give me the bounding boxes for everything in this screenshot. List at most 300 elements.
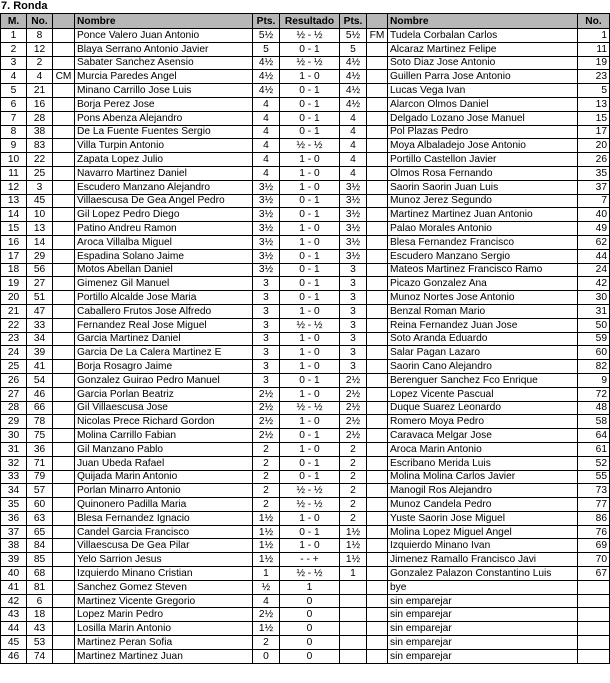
black-player-name: Munoz Nortes Jose Antonio xyxy=(388,291,578,305)
black-player-name: sin emparejar xyxy=(388,622,578,636)
white-player-name: Molina Carrillo Fabian xyxy=(75,429,253,443)
white-player-name: Sabater Sanchez Asensio xyxy=(75,56,253,70)
board-number: 24 xyxy=(1,346,27,360)
col-header-black-name: Nombre xyxy=(388,14,578,29)
black-player-points: 3½ xyxy=(340,180,367,194)
white-player-points: 3 xyxy=(253,318,280,332)
board-number: 5 xyxy=(1,84,27,98)
white-player-points: 3 xyxy=(253,373,280,387)
white-player-name: Aroca Villalba Miguel xyxy=(75,235,253,249)
black-player-points: 3½ xyxy=(340,235,367,249)
black-player-name: Palao Morales Antonio xyxy=(388,222,578,236)
game-result: 0 - 1 xyxy=(280,84,340,98)
black-player-number: 15 xyxy=(578,111,610,125)
black-player-title xyxy=(367,636,388,650)
white-player-number: 84 xyxy=(27,539,53,553)
white-player-name: Gil Manzano Pablo xyxy=(75,442,253,456)
table-row xyxy=(1,401,610,415)
white-player-number: 27 xyxy=(27,277,53,291)
game-result: - - + xyxy=(280,553,340,567)
black-player-title xyxy=(367,166,388,180)
white-player-name: Ponce Valero Juan Antonio xyxy=(75,29,253,43)
black-player-name: Soto Diaz Jose Antonio xyxy=(388,56,578,70)
white-player-title xyxy=(53,649,75,663)
white-player-number: 36 xyxy=(27,442,53,456)
white-player-points: 0 xyxy=(253,649,280,663)
white-player-points: 2½ xyxy=(253,387,280,401)
white-player-name: Gonzalez Guirao Pedro Manuel xyxy=(75,373,253,387)
table-row xyxy=(1,249,610,263)
table-row xyxy=(1,208,610,222)
white-player-points: 2½ xyxy=(253,415,280,429)
game-result: 0 - 1 xyxy=(280,208,340,222)
game-result: 1 - 0 xyxy=(280,153,340,167)
black-player-number: 52 xyxy=(578,456,610,470)
black-player-title xyxy=(367,97,388,111)
board-number: 30 xyxy=(1,429,27,443)
white-player-number: 83 xyxy=(27,139,53,153)
black-player-title xyxy=(367,442,388,456)
col-header-white-number: No. xyxy=(27,14,53,29)
black-player-number: 67 xyxy=(578,567,610,581)
white-player-name: Losilla Marin Antonio xyxy=(75,622,253,636)
white-player-name: Martinez Vicente Gregorio xyxy=(75,594,253,608)
black-player-title xyxy=(367,360,388,374)
black-player-title xyxy=(367,415,388,429)
game-result: 0 - 1 xyxy=(280,525,340,539)
black-player-name: Lucas Vega Ivan xyxy=(388,84,578,98)
game-result: 1 - 0 xyxy=(280,166,340,180)
white-player-number: 75 xyxy=(27,429,53,443)
game-result: 0 - 1 xyxy=(280,470,340,484)
black-player-title xyxy=(367,498,388,512)
white-player-number: 2 xyxy=(27,56,53,70)
white-player-name: Caballero Frutos Jose Alfredo xyxy=(75,304,253,318)
board-number: 18 xyxy=(1,263,27,277)
board-number: 36 xyxy=(1,511,27,525)
board-number: 10 xyxy=(1,153,27,167)
game-result: 0 - 1 xyxy=(280,373,340,387)
black-player-name: Portillo Castellon Javier xyxy=(388,153,578,167)
table-row xyxy=(1,594,610,608)
black-player-name: Saorin Cano Alejandro xyxy=(388,360,578,374)
white-player-name: Espadina Solano Jaime xyxy=(75,249,253,263)
white-player-points: 3 xyxy=(253,360,280,374)
white-player-title xyxy=(53,194,75,208)
game-result: 0 - 1 xyxy=(280,194,340,208)
black-player-number: 59 xyxy=(578,332,610,346)
board-number: 16 xyxy=(1,235,27,249)
white-player-points: 4 xyxy=(253,594,280,608)
black-player-name: Escribano Merida Luis xyxy=(388,456,578,470)
white-player-name: Porlan Minarro Antonio xyxy=(75,484,253,498)
black-player-points: 2½ xyxy=(340,415,367,429)
board-number: 40 xyxy=(1,567,27,581)
black-player-number: 11 xyxy=(578,42,610,56)
white-player-name: Juan Ubeda Rafael xyxy=(75,456,253,470)
black-player-number: 69 xyxy=(578,539,610,553)
round-title: 7. Ronda xyxy=(1,0,48,12)
black-player-name: Munoz Jerez Segundo xyxy=(388,194,578,208)
board-number: 42 xyxy=(1,594,27,608)
table-row xyxy=(1,70,610,84)
black-player-points: 2 xyxy=(340,470,367,484)
black-player-points: 5½ xyxy=(340,29,367,43)
game-result: 1 - 0 xyxy=(280,360,340,374)
white-player-title xyxy=(53,360,75,374)
black-player-title xyxy=(367,373,388,387)
white-player-name: Fernandez Real Jose Miguel xyxy=(75,318,253,332)
black-player-title xyxy=(367,567,388,581)
black-player-name: Alcaraz Martinez Felipe xyxy=(388,42,578,56)
white-player-number: 28 xyxy=(27,111,53,125)
white-player-number: 33 xyxy=(27,318,53,332)
white-player-name: Villaescusa De Gea Angel Pedro xyxy=(75,194,253,208)
game-result: ½ - ½ xyxy=(280,29,340,43)
white-player-number: 41 xyxy=(27,360,53,374)
black-player-number: 30 xyxy=(578,291,610,305)
game-result: 1 - 0 xyxy=(280,539,340,553)
white-player-number: 14 xyxy=(27,235,53,249)
black-player-name: Delgado Lozano Jose Manuel xyxy=(388,111,578,125)
board-number: 3 xyxy=(1,56,27,70)
col-header-black-title xyxy=(367,14,388,29)
table-row xyxy=(1,525,610,539)
table-row xyxy=(1,235,610,249)
white-player-number: 68 xyxy=(27,567,53,581)
black-player-number: 48 xyxy=(578,401,610,415)
black-player-points: 4½ xyxy=(340,97,367,111)
board-number: 19 xyxy=(1,277,27,291)
white-player-number: 16 xyxy=(27,97,53,111)
white-player-title xyxy=(53,622,75,636)
board-number: 26 xyxy=(1,373,27,387)
white-player-points: 3½ xyxy=(253,235,280,249)
black-player-title xyxy=(367,194,388,208)
black-player-points: 4 xyxy=(340,111,367,125)
table-row xyxy=(1,484,610,498)
black-player-title xyxy=(367,511,388,525)
white-player-title xyxy=(53,42,75,56)
white-player-title xyxy=(53,470,75,484)
black-player-number: 76 xyxy=(578,525,610,539)
game-result: ½ - ½ xyxy=(280,56,340,70)
white-player-points: 3½ xyxy=(253,208,280,222)
white-player-title xyxy=(53,580,75,594)
white-player-name: Zapata Lopez Julio xyxy=(75,153,253,167)
game-result: 1 xyxy=(280,580,340,594)
game-result: 0 xyxy=(280,649,340,663)
black-player-title xyxy=(367,180,388,194)
black-player-title xyxy=(367,332,388,346)
black-player-name: Lopez Vicente Pascual xyxy=(388,387,578,401)
white-player-points: 1½ xyxy=(253,511,280,525)
white-player-points: 2½ xyxy=(253,429,280,443)
white-player-name: Gimenez Gil Manuel xyxy=(75,277,253,291)
black-player-points: 3 xyxy=(340,263,367,277)
white-player-number: 81 xyxy=(27,580,53,594)
board-number: 46 xyxy=(1,649,27,663)
black-player-name: Saorin Saorin Juan Luis xyxy=(388,180,578,194)
black-player-number xyxy=(578,636,610,650)
board-number: 15 xyxy=(1,222,27,236)
black-player-title xyxy=(367,539,388,553)
board-number: 9 xyxy=(1,139,27,153)
white-player-number: 79 xyxy=(27,470,53,484)
black-player-number: 40 xyxy=(578,208,610,222)
white-player-title xyxy=(53,636,75,650)
white-player-title xyxy=(53,84,75,98)
game-result: 0 - 1 xyxy=(280,429,340,443)
black-player-name: Guillen Parra Jose Antonio xyxy=(388,70,578,84)
white-player-title xyxy=(53,263,75,277)
white-player-points: 2½ xyxy=(253,401,280,415)
table-row xyxy=(1,263,610,277)
black-player-name: Benzal Roman Mario xyxy=(388,304,578,318)
board-number: 4 xyxy=(1,70,27,84)
black-player-title xyxy=(367,235,388,249)
white-player-name: Garcia Martinez Daniel xyxy=(75,332,253,346)
black-player-points: 2 xyxy=(340,456,367,470)
black-player-number: 55 xyxy=(578,470,610,484)
black-player-points: 4½ xyxy=(340,84,367,98)
board-number: 13 xyxy=(1,194,27,208)
table-row xyxy=(1,470,610,484)
white-player-name: Quinonero Padilla Maria xyxy=(75,498,253,512)
white-player-number: 63 xyxy=(27,511,53,525)
white-player-title xyxy=(53,318,75,332)
black-player-points: 1½ xyxy=(340,539,367,553)
board-number: 8 xyxy=(1,125,27,139)
table-row xyxy=(1,442,610,456)
black-player-points: 2 xyxy=(340,511,367,525)
white-player-number: 29 xyxy=(27,249,53,263)
white-player-title xyxy=(53,498,75,512)
white-player-points: 2 xyxy=(253,470,280,484)
game-result: ½ - ½ xyxy=(280,401,340,415)
white-player-name: Blesa Fernandez Ignacio xyxy=(75,511,253,525)
black-player-name: Munoz Candela Pedro xyxy=(388,498,578,512)
white-player-number: 38 xyxy=(27,125,53,139)
white-player-title xyxy=(53,442,75,456)
black-player-title xyxy=(367,608,388,622)
white-player-points: 2 xyxy=(253,636,280,650)
black-player-points xyxy=(340,594,367,608)
black-player-name: Aroca Marin Antonio xyxy=(388,442,578,456)
black-player-name: Reina Fernandez Juan Jose xyxy=(388,318,578,332)
white-player-number: 10 xyxy=(27,208,53,222)
board-number: 11 xyxy=(1,166,27,180)
table-row xyxy=(1,360,610,374)
white-player-name: Minano Carrillo Jose Luis xyxy=(75,84,253,98)
table-row xyxy=(1,166,610,180)
black-player-name: bye xyxy=(388,580,578,594)
black-player-number: 72 xyxy=(578,387,610,401)
table-row xyxy=(1,97,610,111)
table-row xyxy=(1,318,610,332)
black-player-title xyxy=(367,263,388,277)
white-player-number: 71 xyxy=(27,456,53,470)
white-player-title xyxy=(53,332,75,346)
game-result: 0 - 1 xyxy=(280,263,340,277)
black-player-name: Yuste Saorin Jose Miguel xyxy=(388,511,578,525)
black-player-name: Caravaca Melgar Jose xyxy=(388,429,578,443)
black-player-name: Salar Pagan Lazaro xyxy=(388,346,578,360)
game-result: 1 - 0 xyxy=(280,332,340,346)
game-result: 0 - 1 xyxy=(280,456,340,470)
black-player-number: 77 xyxy=(578,498,610,512)
black-player-points: 5 xyxy=(340,42,367,56)
white-player-number: 60 xyxy=(27,498,53,512)
white-player-title xyxy=(53,401,75,415)
game-result: 1 - 0 xyxy=(280,222,340,236)
white-player-title xyxy=(53,415,75,429)
black-player-title xyxy=(367,594,388,608)
col-header-black-number: No. xyxy=(578,14,610,29)
black-player-points xyxy=(340,622,367,636)
game-result: 0 - 1 xyxy=(280,111,340,125)
white-player-title xyxy=(53,387,75,401)
white-player-name: Candel Garcia Francisco xyxy=(75,525,253,539)
black-player-name: Martinez Martinez Juan Antonio xyxy=(388,208,578,222)
white-player-points: 1½ xyxy=(253,553,280,567)
white-player-number: 46 xyxy=(27,387,53,401)
table-row xyxy=(1,180,610,194)
white-player-points: 4 xyxy=(253,125,280,139)
game-result: 1 - 0 xyxy=(280,511,340,525)
white-player-name: Escudero Manzano Alejandro xyxy=(75,180,253,194)
black-player-points: 3 xyxy=(340,291,367,305)
black-player-number: 23 xyxy=(578,70,610,84)
white-player-points: 4½ xyxy=(253,56,280,70)
black-player-points: 4 xyxy=(340,139,367,153)
white-player-name: Patino Andreu Ramon xyxy=(75,222,253,236)
black-player-title xyxy=(367,401,388,415)
board-number: 31 xyxy=(1,442,27,456)
black-player-points: 4 xyxy=(340,153,367,167)
board-number: 17 xyxy=(1,249,27,263)
white-player-name: Garcia Porlan Beatriz xyxy=(75,387,253,401)
black-player-title xyxy=(367,84,388,98)
col-header-result: Resultado xyxy=(280,14,340,29)
black-player-points: 1½ xyxy=(340,553,367,567)
black-player-title xyxy=(367,56,388,70)
board-number: 21 xyxy=(1,304,27,318)
table-row xyxy=(1,304,610,318)
board-number: 28 xyxy=(1,401,27,415)
table-row xyxy=(1,622,610,636)
black-player-number: 20 xyxy=(578,139,610,153)
white-player-points: 3½ xyxy=(253,222,280,236)
black-player-points: 4½ xyxy=(340,70,367,84)
white-player-number: 78 xyxy=(27,415,53,429)
black-player-number: 19 xyxy=(578,56,610,70)
white-player-number: 51 xyxy=(27,291,53,305)
game-result: ½ - ½ xyxy=(280,318,340,332)
white-player-points: 2 xyxy=(253,498,280,512)
black-player-points: 3 xyxy=(340,332,367,346)
black-player-points: 3 xyxy=(340,318,367,332)
black-player-points: 3 xyxy=(340,360,367,374)
white-player-name: Navarro Martinez Daniel xyxy=(75,166,253,180)
game-result: 1 - 0 xyxy=(280,180,340,194)
black-player-points: 1½ xyxy=(340,525,367,539)
white-player-title xyxy=(53,153,75,167)
game-result: ½ - ½ xyxy=(280,139,340,153)
white-player-number: 39 xyxy=(27,346,53,360)
white-player-title xyxy=(53,97,75,111)
black-player-number: 60 xyxy=(578,346,610,360)
white-player-title xyxy=(53,539,75,553)
game-result: 0 xyxy=(280,622,340,636)
board-number: 27 xyxy=(1,387,27,401)
board-number: 43 xyxy=(1,608,27,622)
board-number: 29 xyxy=(1,415,27,429)
white-player-points: 4 xyxy=(253,97,280,111)
black-player-title xyxy=(367,291,388,305)
black-player-name: Soto Aranda Eduardo xyxy=(388,332,578,346)
white-player-number: 4 xyxy=(27,70,53,84)
game-result: 1 - 0 xyxy=(280,415,340,429)
black-player-name: Mateos Martinez Francisco Ramo xyxy=(388,263,578,277)
white-player-title xyxy=(53,166,75,180)
col-header-white-points: Pts. xyxy=(253,14,280,29)
white-player-name: Murcia Paredes Angel xyxy=(75,70,253,84)
black-player-title xyxy=(367,580,388,594)
table-row xyxy=(1,153,610,167)
black-player-number: 7 xyxy=(578,194,610,208)
black-player-number xyxy=(578,622,610,636)
black-player-name: Picazo Gonzalez Ana xyxy=(388,277,578,291)
white-player-points: 4 xyxy=(253,139,280,153)
board-number: 45 xyxy=(1,636,27,650)
white-player-name: Martinez Martinez Juan xyxy=(75,649,253,663)
black-player-number: 64 xyxy=(578,429,610,443)
game-result: 0 xyxy=(280,608,340,622)
black-player-title xyxy=(367,456,388,470)
board-number: 38 xyxy=(1,539,27,553)
white-player-number: 57 xyxy=(27,484,53,498)
black-player-name: Molina Lopez Miguel Angel xyxy=(388,525,578,539)
black-player-name: Olmos Rosa Fernando xyxy=(388,166,578,180)
white-player-title xyxy=(53,553,75,567)
black-player-title xyxy=(367,249,388,263)
black-player-points xyxy=(340,580,367,594)
white-player-title xyxy=(53,111,75,125)
black-player-points: 2½ xyxy=(340,387,367,401)
black-player-points: 2½ xyxy=(340,429,367,443)
black-player-points: 3½ xyxy=(340,249,367,263)
black-player-points: 2 xyxy=(340,442,367,456)
table-row xyxy=(1,84,610,98)
white-player-name: Gil Lopez Pedro Diego xyxy=(75,208,253,222)
white-player-points: 3 xyxy=(253,332,280,346)
white-player-name: De La Fuente Fuentes Sergio xyxy=(75,125,253,139)
black-player-name: Tudela Corbalan Carlos xyxy=(388,29,578,43)
white-player-title xyxy=(53,180,75,194)
board-number: 2 xyxy=(1,42,27,56)
black-player-number xyxy=(578,580,610,594)
white-player-title xyxy=(53,429,75,443)
white-player-title xyxy=(53,139,75,153)
white-player-title xyxy=(53,346,75,360)
game-result: 0 - 1 xyxy=(280,277,340,291)
game-result: 1 - 0 xyxy=(280,70,340,84)
table-row xyxy=(1,373,610,387)
table-row xyxy=(1,125,610,139)
white-player-title xyxy=(53,594,75,608)
black-player-name: Blesa Fernandez Francisco xyxy=(388,235,578,249)
